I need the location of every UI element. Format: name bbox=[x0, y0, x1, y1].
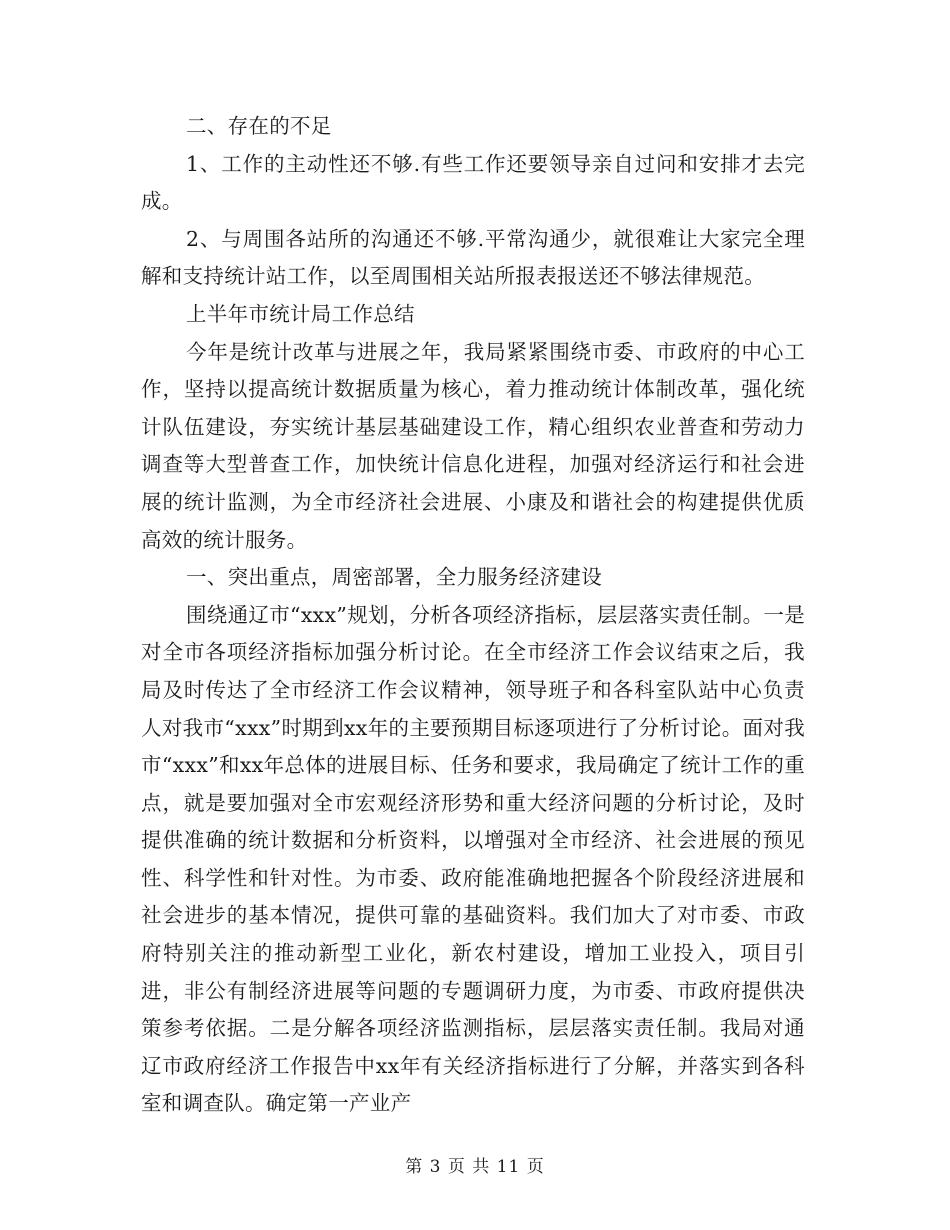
paragraph-shortcoming-2: 2、与周围各站所的沟通还不够.平常沟通少，就很难让大家完全理解和支持统计站工作，以至周围相关站所报表报送还不够法律规范。 bbox=[141, 226, 805, 289]
paragraph-shortcoming-1: 1、工作的主动性还不够.有些工作还要领导亲自过问和安排才去完成。 bbox=[141, 151, 805, 214]
document-title: 上半年市统计局工作总结 bbox=[186, 301, 415, 326]
page-number-footer: 第 3 页 共 11 页 bbox=[405, 1157, 545, 1177]
section-heading-shortcomings: 二、存在的不足 bbox=[186, 114, 332, 138]
section-heading-focus: 一、突出重点，周密部署，全力服务经济建设 bbox=[186, 565, 602, 590]
paragraph-planning: 围绕通辽市“xxx”规划，分析各项经济指标，层层落实责任制。一是对全市各项经济指标加强分析讨论。在全市经济工作会议结束之后，我局及时传达了全市经济工作会议精神，领导班子和各科室队站中心负责人对我市“xxx”时期到xx年的主要预期目标逐项进行了分析讨论。面对我市“xxx”和xx年总体的进展目标、任务和要求，我局确定了统计工作的重点，就是要加强对全市宏观经济形势和重大经济问题的分析讨论，及时提供准确的统计数据和分析资料，以增强对全市经济、社会进展的预见性、科学性和针对性。为市委、政府能准确地把握各个阶段经济进展和社会进步的基本情况，提供可靠的基础资料。我们加大了对市委、市政府特别关注的推动新型工业化，新农村建设，增加工业投入，项目引进，非公有制经济进展等问题的专题调研力度，为市委、市政府提供决策参考依据。二是分解各项经济监测指标，层层落实责任制。我局对通辽市政府经济工作报告中xx年有关经济指标进行了分解，并落实到各科室和调查队。确定第一产业产 bbox=[141, 602, 805, 1116]
document-body bbox=[141, 108, 805, 1123]
paragraph-intro: 今年是统计改革与进展之年，我局紧紧围绕市委、市政府的中心工作，坚持以提高统计数据质量为核心，着力推动统计体制改革，强化统计队伍建设，夯实统计基层基础建设工作，精心组织农业普查和劳动力调查等大型普查工作，加快统计信息化进程，加强对经济运行和社会进展的统计监测，为全市经济社会进展、小康及和谐社会的构建提供优质高效的统计服务。 bbox=[141, 339, 805, 552]
